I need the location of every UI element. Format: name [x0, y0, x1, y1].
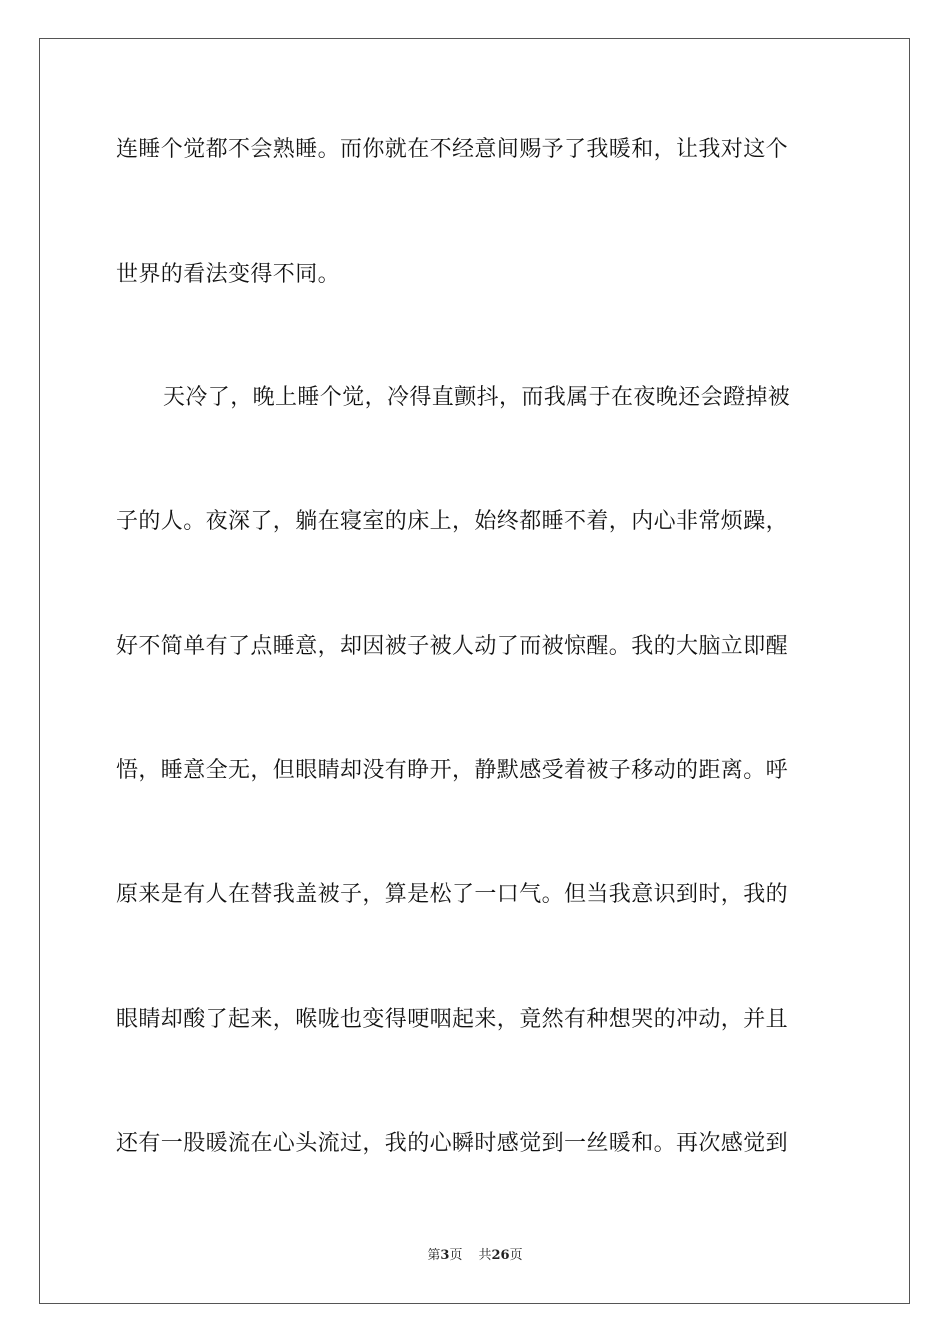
text-line: 世界的看法变得不同。 [116, 262, 341, 287]
page-footer [0, 1247, 950, 1265]
page-suffix: 页 [449, 1248, 463, 1263]
page-prefix: 第 [427, 1248, 441, 1263]
text-line: 还有一股暖流在心头流过，我的心瞬时感觉到一丝暖和。再次感觉到 [116, 1131, 789, 1156]
text-line: 好不简单有了点睡意，却因被子被人动了而被惊醒。我的大脑立即醒 [116, 634, 789, 659]
text-line: 连睡个觉都不会熟睡。而你就在不经意间赐予了我暖和，让我对这个 [116, 137, 789, 162]
total-prefix: 共 [478, 1248, 492, 1263]
page-border [39, 38, 910, 1304]
total-pages: 26 [491, 1248, 510, 1263]
page-number: 3 [440, 1248, 450, 1263]
total-suffix: 页 [509, 1248, 523, 1263]
text-line: 原来是有人在替我盖被子，算是松了一口气。但当我意识到时，我的 [116, 882, 789, 907]
text-line: 子的人。夜深了，躺在寝室的床上，始终都睡不着，内心非常烦躁， [116, 509, 789, 534]
text-line: 眼睛却酸了起来，喉咙也变得哽咽起来，竟然有种想哭的冲动，并且 [116, 1007, 789, 1032]
paragraph-start-line: 天冷了，晚上睡个觉，冷得直颤抖，而我属于在夜晚还会蹬掉被 [163, 385, 791, 410]
text-line: 悟，睡意全无，但眼睛却没有睁开，静默感受着被子移动的距离。呼 [116, 758, 789, 783]
